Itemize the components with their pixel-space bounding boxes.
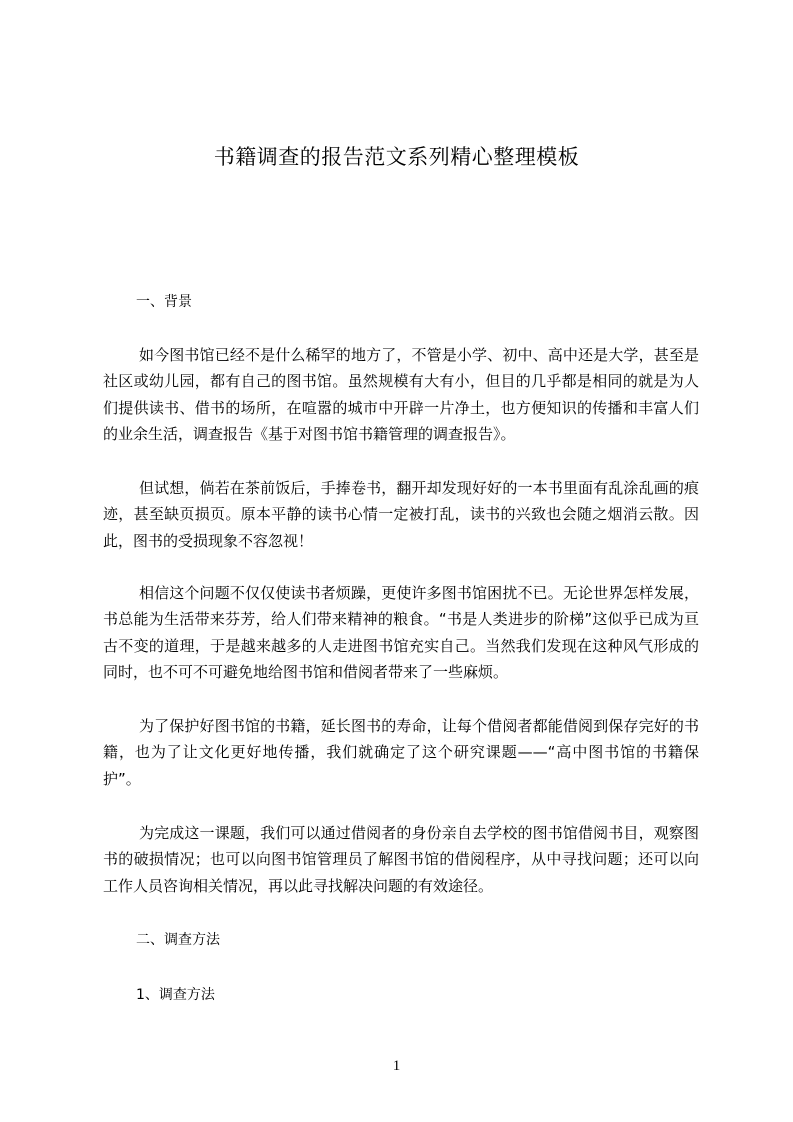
subsection-heading-method: 1、调查方法	[136, 987, 215, 1003]
page-number: 1	[392, 1058, 401, 1074]
paragraph-1: 如今图书馆已经不是什么稀罕的地方了，不管是小学、初中、高中还是大学，甚至是社区或幼儿园，都有自己的图书馆。虽然规模有大有小，但目的几乎都是相同的就是为人们提供读书、借书的场所，在喧嚣的城市中开辟一片净土，也方便知识的传播和丰富人们的业余生活，调查报告《基于对图书馆书籍管理的调查报告》。	[103, 346, 699, 443]
section-heading-background: 一、背景	[136, 294, 192, 310]
paragraph-5: 为完成这一课题，我们可以通过借阅者的身份亲自去学校的图书馆借阅书目，观察图书的破损情况；也可以向图书馆管理员了解图书馆的借阅程序，从中寻找问题；还可以向工作人员咨询相关情况，再以此寻找解决问题的有效途径。	[103, 824, 699, 895]
paragraph-4: 为了保护好图书馆的书籍，延长图书的寿命，让每个借阅者都能借阅到保存完好的书籍，也为了让文化更好地传播，我们就确定了这个研究课题——“高中图书馆的书籍保护”。	[103, 717, 699, 788]
paragraph-2: 但试想，倘若在茶前饭后，手捧卷书，翻开却发现好好的一本书里面有乱涂乱画的痕迹，甚至缺页损页。原本平静的读书心情一定被打乱，读书的兴致也会随之烟消云散。因此，图书的受损现象不容忽视！	[103, 479, 699, 550]
section-heading-method: 二、调查方法	[136, 932, 220, 948]
document-title: 书籍调查的报告范文系列精心整理模板	[213, 145, 580, 169]
paragraph-3: 相信这个问题不仅仅使读书者烦躁，更使许多图书馆困扰不已。无论世界怎样发展，书总能为生活带来芬芳，给人们带来精神的粮食。“书是人类进步的阶梯”这似乎已成为亘古不变的道理，于是越来越多的人走进图书馆充实自己。当然我们发现在这种风气形成的同时，也不可不可避免地给图书馆和借阅者带来了一些麻烦。	[103, 584, 699, 681]
